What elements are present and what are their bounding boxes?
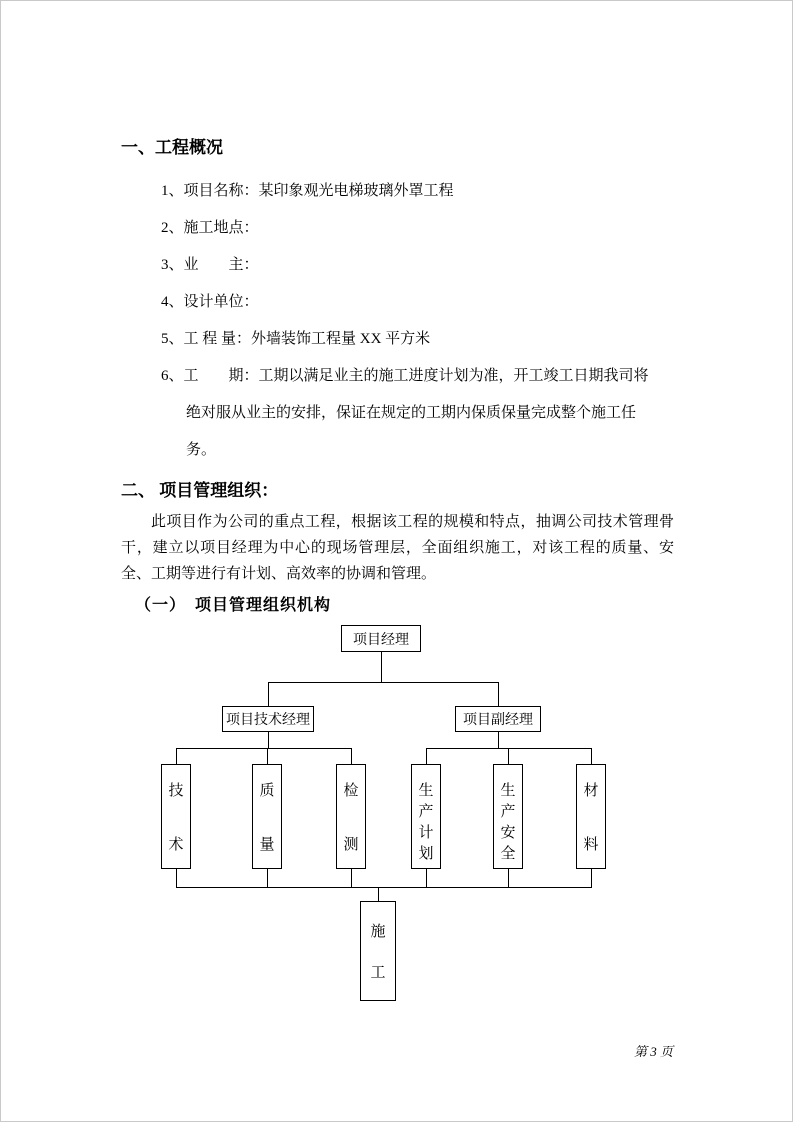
connector-line	[351, 748, 352, 764]
org-chart	[121, 625, 674, 1007]
connector-line	[508, 748, 509, 764]
connector-line	[498, 682, 499, 706]
connector-line	[426, 748, 427, 764]
list-item-designer: 4、设计单位：	[161, 294, 259, 310]
org-box-production-plan: 生 产 计 划	[411, 764, 441, 869]
connector-line	[426, 869, 427, 887]
org-box-project-manager: 项目经理	[341, 625, 421, 652]
connector-line	[267, 748, 268, 764]
list-item-project-name: 1、项目名称：某印象观光电梯玻璃外罩工程	[161, 183, 454, 199]
document-content	[121, 137, 674, 1007]
connector-line	[176, 748, 177, 764]
org-box-construction: 施 工	[360, 901, 396, 1001]
org-box-project-deputy-manager: 项目副经理	[455, 706, 541, 732]
org-box-technology: 技 术	[161, 764, 191, 869]
connector-line	[267, 869, 268, 887]
project-info-list	[161, 173, 674, 469]
section1-heading: 一、工程概况	[121, 138, 223, 157]
list-item-duration-continuation: 绝对服从业主的安排，保证在规定的工期内保质保量完成整个施工任务。	[186, 405, 637, 458]
connector-line	[591, 748, 592, 764]
connector-line	[508, 869, 509, 887]
connector-line	[176, 887, 592, 888]
connector-line	[268, 732, 269, 748]
list-item-owner: 3、业 主：	[161, 257, 259, 273]
connector-line	[351, 869, 352, 887]
org-box-inspection: 检 测	[336, 764, 366, 869]
list-item-duration: 6、工 期：工期以满足业主的施工进度计划为准，开工竣工日期我司将	[161, 368, 649, 384]
section2-paragraph: 此项目作为公司的重点工程，根据该工程的规模和特点，抽调公司技术管理骨干，建立以项目经理为中心的现场管理层，全面组织施工，对该工程的质量、安全、工期等进行有计划、高效率的协调和管理。	[121, 514, 674, 582]
connector-line	[268, 682, 269, 706]
org-box-quality: 质 量	[252, 764, 282, 869]
list-item-quantity: 5、工 程 量：外墙装饰工程量 XX 平方米	[161, 331, 431, 347]
connector-line	[426, 748, 592, 749]
connector-line	[498, 732, 499, 748]
org-box-materials: 材 料	[576, 764, 606, 869]
list-item-site: 2、施工地点：	[161, 220, 259, 236]
connector-line	[378, 887, 379, 901]
page-number: 第 3 页	[634, 1044, 674, 1059]
connector-line	[176, 869, 177, 887]
org-box-project-tech-manager: 项目技术经理	[222, 706, 314, 732]
org-box-production-safety: 生 产 安 全	[493, 764, 523, 869]
connector-line	[176, 748, 352, 749]
subsection-heading: （一） 项目管理组织机构	[135, 597, 332, 614]
section2-heading: 二、 项目管理组织：	[121, 481, 279, 500]
connector-line	[591, 869, 592, 887]
connector-line	[381, 652, 382, 682]
connector-line	[268, 682, 499, 683]
